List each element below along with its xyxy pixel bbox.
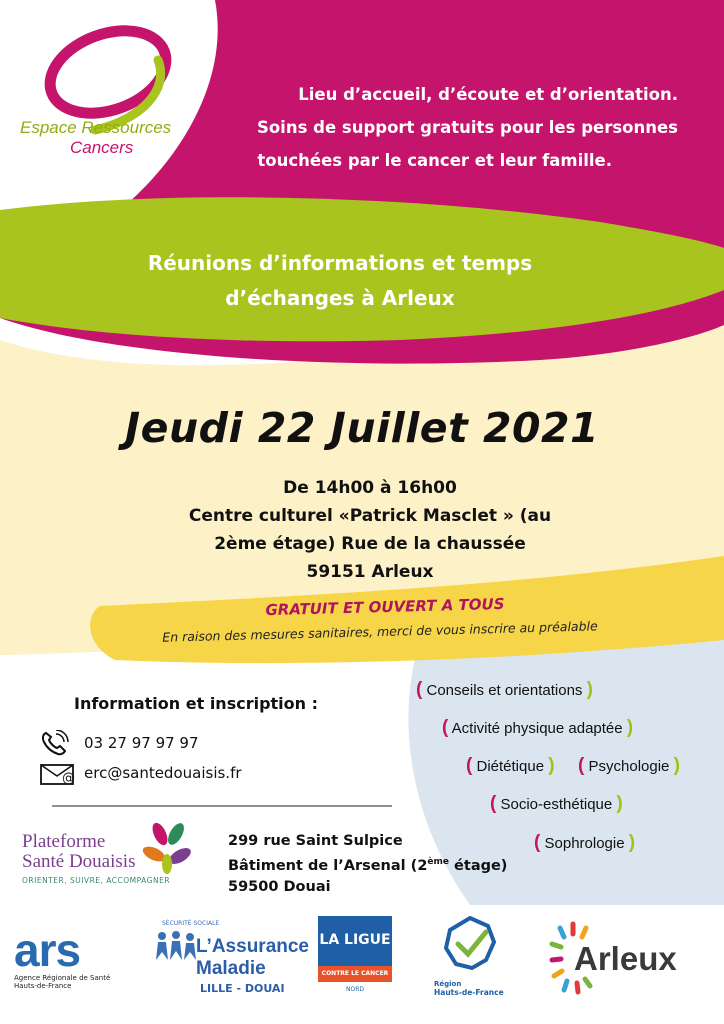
ars-mark: ars bbox=[14, 924, 81, 976]
svg-text:@: @ bbox=[62, 771, 75, 786]
service-activite: ( Activité physique adaptée ) bbox=[442, 717, 634, 738]
region-logo bbox=[434, 916, 524, 1006]
arleux-logo bbox=[548, 920, 708, 1000]
intro-line2: Soins de support gratuits pour les personnes bbox=[256, 118, 678, 137]
service-label: Psychologie bbox=[588, 758, 670, 775]
service-dietetique: ( Diététique ) bbox=[466, 755, 555, 776]
headline bbox=[80, 246, 600, 316]
region-line2: Hauts-de-France bbox=[434, 988, 504, 997]
address-line1: 299 rue Saint Sulpice bbox=[228, 833, 403, 849]
email-icon bbox=[40, 762, 76, 786]
plateforme-name1: Plateforme bbox=[22, 831, 106, 852]
am-name2: Maladie bbox=[196, 958, 266, 979]
plateforme-logo bbox=[22, 832, 222, 896]
ars-logo bbox=[14, 924, 129, 998]
service-label: Conseils et orientations bbox=[426, 682, 583, 699]
plateforme-tagline: ORIENTER, SUIVRE, ACCOMPAGNER bbox=[22, 876, 171, 885]
logo-espace-ressources bbox=[20, 118, 220, 158]
event-date: Jeudi 22 Juillet 2021 bbox=[124, 404, 600, 452]
plateforme-name2: Santé Douaisis bbox=[22, 851, 136, 872]
contact-title: Information et inscription : bbox=[74, 694, 319, 713]
headline-line1: Réunions d’informations et temps bbox=[147, 251, 533, 275]
region-line1: Région bbox=[434, 980, 462, 988]
am-city: LILLE - DOUAI bbox=[200, 982, 285, 995]
service-label: Diététique bbox=[476, 758, 545, 775]
banner-title: GRATUIT ET OUVERT A TOUS bbox=[265, 594, 505, 620]
ars-line1: Agence Régionale de Santé bbox=[14, 974, 111, 982]
email-address[interactable]: erc@santedouaisis.fr bbox=[84, 764, 242, 782]
service-label: Sophrologie bbox=[544, 835, 625, 852]
phone-icon bbox=[40, 730, 70, 756]
logo-line2: Cancers bbox=[70, 138, 134, 157]
ars-line2: Hauts-de-France bbox=[14, 982, 72, 990]
service-label: Activité physique adaptée bbox=[451, 720, 623, 737]
arleux-name: Arleux bbox=[574, 940, 677, 977]
la-ligue-logo bbox=[318, 916, 392, 982]
phone-number[interactable]: 03 27 97 97 97 bbox=[84, 734, 199, 752]
intro-line3: touchées par le cancer et leur famille. bbox=[257, 151, 612, 170]
service-socio: ( Socio-esthétique ) bbox=[490, 793, 623, 814]
event-venue3: 59151 Arleux bbox=[306, 562, 434, 582]
headline-line2: d’échanges à Arleux bbox=[225, 286, 455, 310]
service-label: Socio-esthétique bbox=[500, 796, 613, 813]
event-venue1: Centre culturel «Patrick Masclet » (au bbox=[188, 506, 552, 526]
service-sophrologie: ( Sophrologie ) bbox=[534, 832, 636, 853]
event-info bbox=[120, 474, 620, 586]
ligue-region: NORD bbox=[346, 986, 364, 993]
event-venue2: 2ème étage) Rue de la chaussée bbox=[214, 534, 526, 554]
assurance-maladie-logo bbox=[152, 920, 309, 1000]
intro-line1: Lieu d’accueil, d’écoute et d’orientation. bbox=[298, 85, 678, 104]
address-line3: 59500 Douai bbox=[228, 878, 331, 895]
ligue-sub: CONTRE LE CANCER bbox=[318, 966, 392, 982]
service-psychologie: ( Psychologie ) bbox=[578, 755, 680, 776]
am-name1: L’Assurance bbox=[196, 936, 309, 957]
logo-line1: Espace Ressources bbox=[20, 118, 172, 137]
intro-text bbox=[200, 78, 678, 177]
am-small: SÉCURITÉ SOCIALE bbox=[162, 920, 220, 927]
plateforme-address bbox=[228, 831, 507, 898]
service-conseils: ( Conseils et orientations ) bbox=[416, 679, 593, 700]
region-map-icon bbox=[440, 916, 500, 972]
address-line2: Bâtiment de l’Arsenal (2ème étage) bbox=[228, 857, 508, 874]
am-figures-icon bbox=[154, 930, 198, 970]
plateforme-flower-icon bbox=[142, 822, 192, 874]
event-time: De 14h00 à 16h00 bbox=[283, 478, 457, 498]
ligue-name: LA LIGUE bbox=[319, 932, 391, 948]
banner-note: En raison des mesures sanitaires, merci de vous inscrire au préalable bbox=[162, 618, 598, 645]
